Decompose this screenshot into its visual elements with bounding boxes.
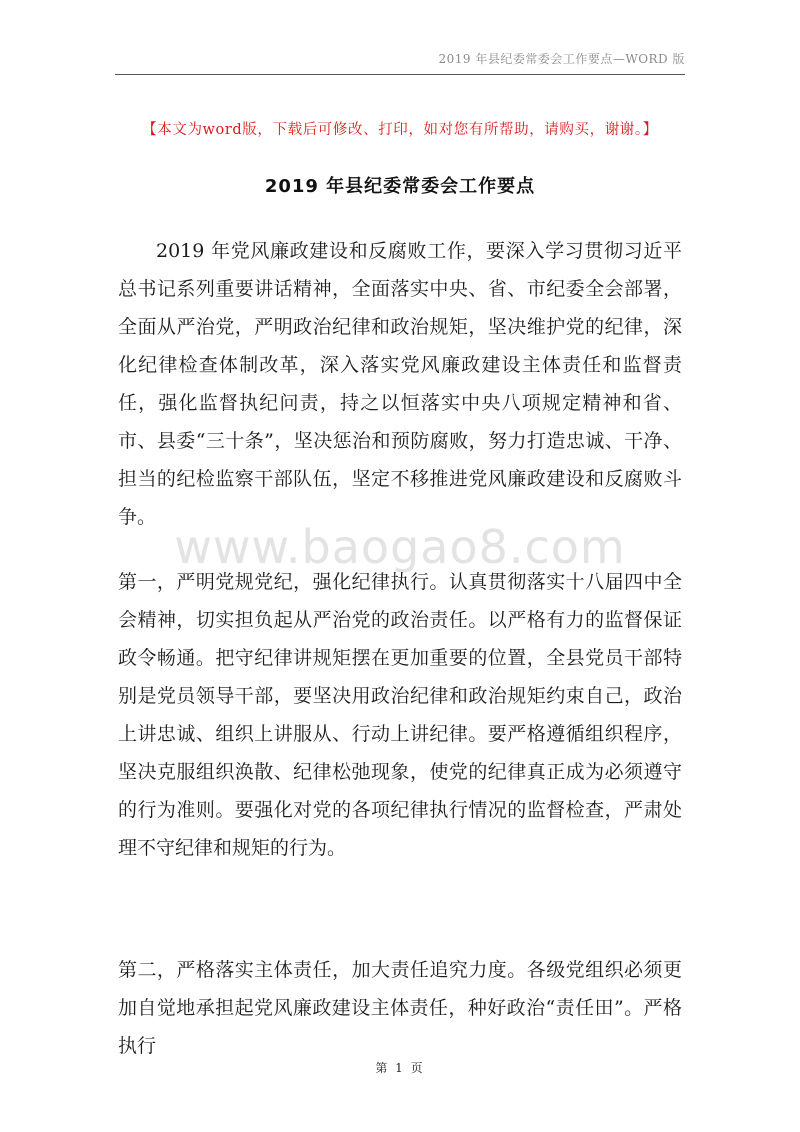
body-paragraph-first: 第一，严明党规党纪，强化纪律执行。认真贯彻落实十八届四中全会精神，切实担负起从严治党的政治责任。以严格有力的监督保证政令畅通。把守纪律讲规矩摆在更加重要的位置，全县党员干部特别是党员领导干部，要坚决用政治纪律和政治规矩约束自己，政治上讲忠诚、组织上讲服从、行动上讲纪律。要严格遵循组织程序，坚决克服组织涣散、纪律松弛现象，使党的纪律真正成为必须遵守的行为准则。要强化对党的各项纪律执行情况的监督检查，严肃处理不守纪律和规矩的行为。 xyxy=(118,571,682,859)
purchase-notice: 【本文为word版，下载后可修改、打印，如对您有所帮助，请购买，谢谢。】 xyxy=(142,122,658,138)
page-number: 第 1 页 xyxy=(375,1061,425,1075)
header-divider xyxy=(115,74,685,75)
document-title: 2019 年县纪委常委会工作要点 xyxy=(264,176,536,197)
site-watermark: www.baogao8.com xyxy=(174,520,626,574)
body-paragraph-intro: 2019 年党风廉政建设和反腐败工作，要深入学习贯彻习近平总书记系列重要讲话精神，全面落实中央、省、市纪委全会部署，全面从严治党，严明政治纪律和政治规矩，坚决维护党的纪律，深化纪律检查体制改革，深入落实党风廉政建设主体责任和监督责任，强化监督执纪问责，持之以恒落实中央八项规定精神和省、市、县委“三十条”，坚决惩治和预防腐败，努力打造忠诚、干净、担当的纪检监察干部队伍，坚定不移推进党风廉政建设和反腐败斗争。 xyxy=(118,240,682,528)
running-header: 2019 年县纪委常委会工作要点—WORD 版 xyxy=(438,52,685,66)
body-paragraph-second: 第二，严格落实主体责任，加大责任追究力度。各级党组织必须更加自觉地承担起党风廉政建设主体责任，种好政治“责任田”。严格执行 xyxy=(118,959,682,1057)
